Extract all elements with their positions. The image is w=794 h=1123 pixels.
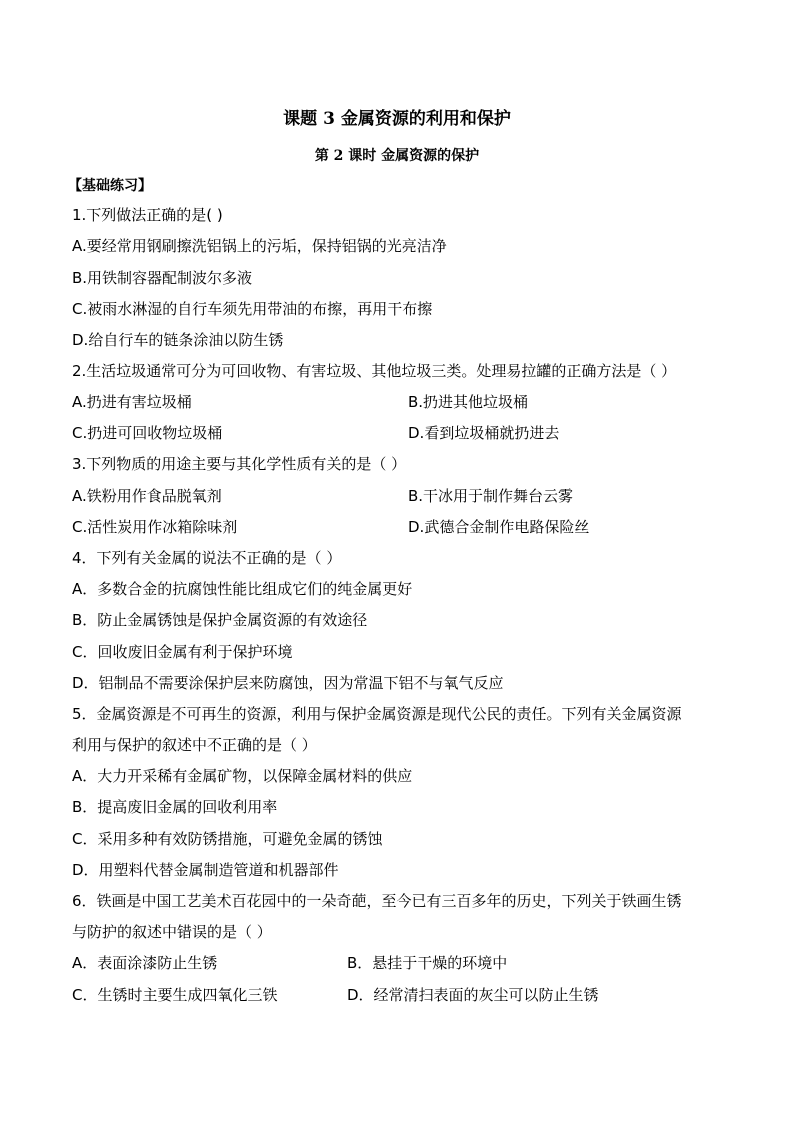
question-6-option-d: D．经常清扫表面的灰尘可以防止生锈 (347, 986, 599, 1004)
question-2-option-d: D.看到垃圾桶就扔进去 (408, 424, 560, 442)
question-4-option-b: B．防止金属锈蚀是保护金属资源的有效途径 (72, 611, 368, 629)
page-subtitle: 第 2 课时 金属资源的保护 (314, 148, 480, 164)
section-heading: 【基础练习】 (68, 178, 152, 194)
question-3-option-c: C.活性炭用作冰箱除味剂 (72, 518, 238, 536)
question-2-option-b: B.扔进其他垃圾桶 (408, 393, 529, 411)
question-3-stem: 3.下列物质的用途主要与其化学性质有关的是（ ） (72, 455, 407, 473)
question-3-option-a: A.铁粉用作食品脱氧剂 (72, 487, 222, 505)
question-5-stem-line-1: 5．金属资源是不可再生的资源，利用与保护金属资源是现代公民的责任。下列有关金属资源 (72, 705, 682, 723)
question-4-option-a: A．多数合金的抗腐蚀性能比组成它们的纯金属更好 (72, 580, 413, 598)
question-5-option-a: A．大力开采稀有金属矿物，以保障金属材料的供应 (72, 767, 413, 785)
question-6-option-b: B．悬挂于干燥的环境中 (347, 954, 508, 972)
question-1-stem: 1.下列做法正确的是( ) (72, 206, 223, 224)
question-4-option-c: C．回收废旧金属有利于保护环境 (72, 643, 293, 661)
question-2-stem: 2.生活垃圾通常可分为可回收物、有害垃圾、其他垃圾三类。处理易拉罐的正确方法是（ ） (72, 362, 677, 380)
question-5-option-b: B．提高废旧金属的回收利用率 (72, 798, 278, 816)
question-1-option-c: C.被雨水淋湿的自行车须先用带油的布擦，再用干布擦 (72, 300, 433, 318)
question-3-option-d: D.武德合金制作电路保险丝 (408, 518, 590, 536)
page-title: 课题 3 金属资源的利用和保护 (283, 109, 511, 129)
question-2-option-c: C.扔进可回收物垃圾桶 (72, 424, 223, 442)
question-2-option-a: A.扔进有害垃圾桶 (72, 393, 192, 411)
question-1-option-b: B.用铁制容器配制波尔多液 (72, 269, 253, 287)
question-1-option-d: D.给自行车的链条涂油以防生锈 (72, 331, 284, 349)
question-1-option-a: A.要经常用钢刷擦洗铝锅上的污垢，保持铝锅的光亮洁净 (72, 237, 447, 255)
question-6-stem-line-1: 6．铁画是中国工艺美术百花园中的一朵奇葩，至今已有三百多年的历史，下列关于铁画生锈 (72, 892, 682, 910)
question-6-option-c: C．生锈时主要生成四氧化三铁 (72, 986, 278, 1004)
question-5-stem-line-2: 利用与保护的叙述中不正确的是（ ） (72, 736, 317, 754)
question-4-option-d: D．铝制品不需要涂保护层来防腐蚀，因为常温下铝不与氧气反应 (72, 674, 504, 692)
question-6-stem-line-2: 与防护的叙述中错误的是（ ） (72, 923, 272, 941)
question-3-option-b: B.干冰用于制作舞台云雾 (408, 487, 574, 505)
question-5-option-d: D．用塑料代替金属制造管道和机器部件 (72, 861, 339, 879)
question-4-stem: 4．下列有关金属的说法不正确的是（ ） (72, 549, 342, 567)
question-5-option-c: C．采用多种有效防锈措施，可避免金属的锈蚀 (72, 830, 383, 848)
question-6-option-a: A．表面涂漆防止生锈 (72, 954, 218, 972)
